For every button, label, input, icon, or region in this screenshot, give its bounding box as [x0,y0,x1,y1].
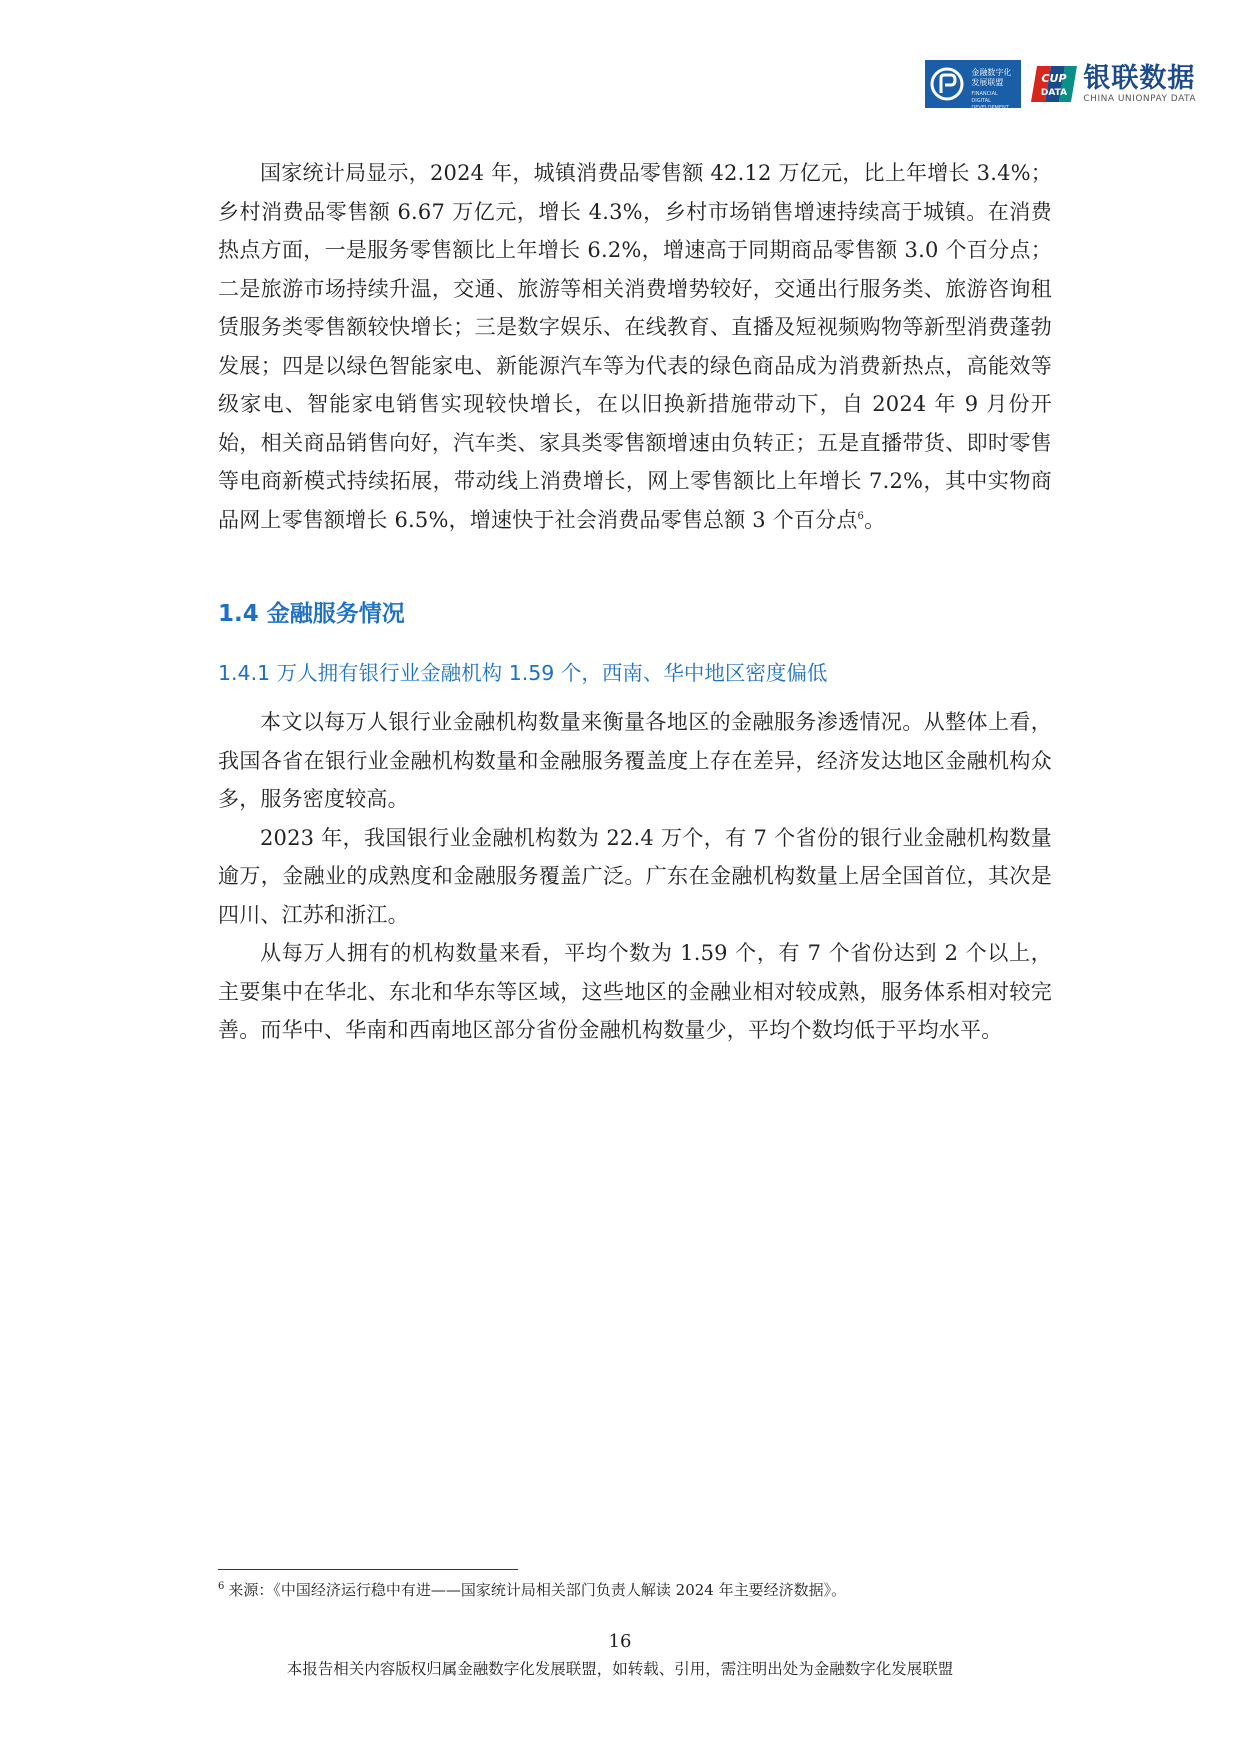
footnote-divider [218,1569,518,1570]
svg-text:CUP: CUP [1041,72,1067,85]
alliance-logo [925,60,1021,118]
footnote-text: 来源：《中国经济运行稳中有进——国家统计局相关部门负责人解读 2024 年主要经济数据》。 [228,1581,847,1599]
alliance-logo-text: 金融数字化发展联盟 FINANCIAL DIGITAL DEVELOPMENT ALLIANCE [969,60,1021,108]
footnote-reference: 6 [857,510,865,522]
alliance-logo-icon [925,60,969,108]
section-heading: 1.4 金融服务情况 [218,601,405,627]
subsection-heading: 1.4.1 万人拥有银行业金融机构 1.59 个，西南、华中地区密度偏低 [218,661,828,685]
brand-name-en: CHINA UNIONPAY DATA [1083,93,1196,104]
copyright-notice: 本报告相关内容版权归属金融数字化发展联盟，如转载、引用，需注明出处为金融数字化发展联盟 [286,1660,954,1678]
footnote [218,1578,1052,1602]
paragraph-consumption: 国家统计局显示，2024 年，城镇消费品零售额 42.12 万亿元，比上年增长 3.4%；乡村消费品零售额 6.67 万亿元，增长 4.3%，乡村市场销售增速持续高于城镇。在消费热点方面，一是服务零售额比上年增长 6.2%，增速高于同期商品零售额 3.0 个百分点；二是旅游市场持续升温，交通、旅游等相关消费增势较好，交通出行服务类、旅游咨询租赁服务类零售额较快增长；三是数字娱乐、在线教育、直播及短视频购物等新型消费蓬勃发展；四是以绿色智能家电、新能源汽车等为代表的绿色商品成为消费新热点，高能效等级家电、智能家电销售实现较快增长，在以旧换新措施带动下，自 2024 年 9 月份开始，相关商品销售向好，汽车类、家具类零售额增速由负转正；五是直播带货、即时零售等电商新模式持续拓展，带动线上消费增长，网上零售额比上年增长 7.2%，其中实物商品网上零售额增长 6.5%，增速快于社会消费品零售总额 3 个百分点$^6$。 [218,161,1052,532]
paragraph-institution-count: 2023 年，我国银行业金融机构数为 22.4 万个，有 7 个省份的银行业金融机构数量逾万，金融业的成熟度和金融服务覆盖广泛。广东在金融机构数量上居全国首位，其次是四川、江苏和浙江。 [218,825,1052,927]
cup-data-icon [1031,66,1077,102]
brand-name-cn: 银联数据 [1083,62,1196,94]
unionpay-data-logo [1031,62,1196,104]
paragraph-per-capita: 从每万人拥有的机构数量来看，平均个数为 1.59 个，有 7 个省份达到 2 个以上，主要集中在华北、东北和华东等区域，这些地区的金融业相对较成熟，服务体系相对较完善。而华中、华南和西南地区部分省份金融机构数量少，平均个数均低于平均水平。 [218,941,1052,1042]
header-logos [925,60,1196,118]
svg-text:DATA: DATA [1041,88,1068,98]
page-number: 16 [608,1631,632,1652]
main-content [218,154,1052,1050]
footnote-mark: 6 [218,1581,225,1592]
paragraph-methodology: 本文以每万人银行业金融机构数量来衡量各地区的金融服务渗透情况。从整体上看，我国各省在银行业金融机构数量和金融服务覆盖度上存在差异，经济发达地区金融机构众多，服务密度较高。 [218,710,1052,811]
